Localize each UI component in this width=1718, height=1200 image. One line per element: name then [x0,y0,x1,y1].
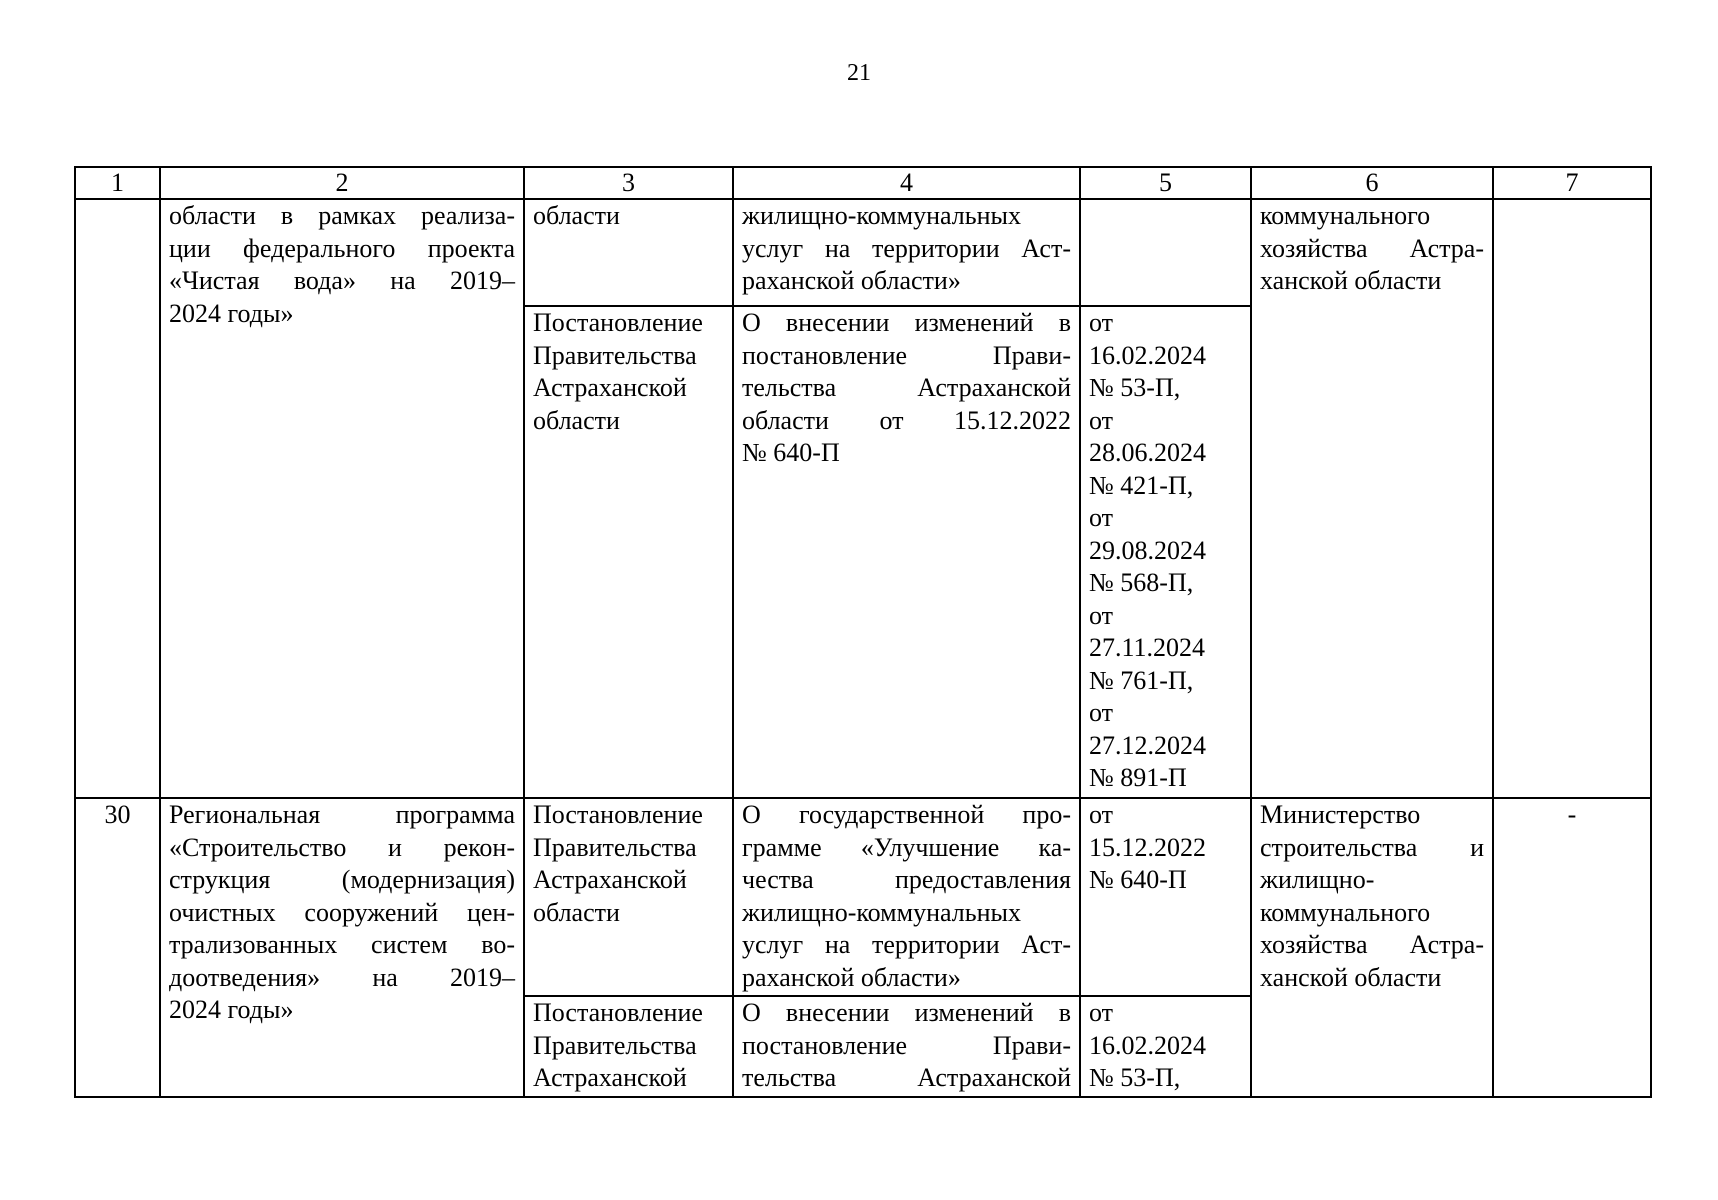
header-col-7: 7 [1493,167,1651,199]
cell-number [75,199,160,798]
table-row [75,199,1651,306]
cell-doc-title: О внесении изменений в постановление Прави- тельства Астраханской [733,996,1080,1097]
cell-doc-type: Постановление Правительства Астраханской [524,996,733,1097]
cell-doc-title: жилищно-коммунальных услуг на территории Аст- раханской области» [733,199,1080,306]
cell-doc-date: от 15.12.2022 № 640-П [1080,798,1251,996]
cell-program-name: Региональная программа «Строительство и рекон- струкция (модернизация) очистных сооружений цен- трализованных систем во- доотведения» на 2019– 2024 годы» [160,798,524,1097]
cell-doc-title: О внесении изменений в постановление Прави- тельства Астраханской области от 15.12.2022 № 640-П [733,306,1080,798]
cell-program-name: области в рамках реализа- ции федерального проекта «Чистая вода» на 2019– 2024 годы» [160,199,524,798]
header-col-1: 1 [75,167,160,199]
cell-doc-date: от 16.02.2024 № 53-П, [1080,996,1251,1097]
cell-doc-title: О государственной про- грамме «Улучшение ка- чества предоставления жилищно-коммунальных услуг на территории Аст- раханской области» [733,798,1080,996]
programs-table [74,166,1652,1098]
cell-number: 30 [75,798,160,1097]
header-col-6: 6 [1251,167,1493,199]
cell-responsible: коммунального хозяйства Астра- ханской области [1251,199,1493,798]
header-col-3: 3 [524,167,733,199]
cell-note: - [1493,798,1651,1097]
page-number: 21 [847,60,871,86]
cell-doc-type: Постановление Правительства Астраханской области [524,306,733,798]
cell-doc-date: от 16.02.2024 № 53-П, от 28.06.2024 № 421-П, от 29.08.2024 № 568-П, от 27.11.2024 № 761-П, от 27.12.2024 № 891-П [1080,306,1251,798]
cell-doc-type: области [524,199,733,306]
header-row [75,167,1651,199]
table-row [75,798,1651,996]
header-col-5: 5 [1080,167,1251,199]
header-col-2: 2 [160,167,524,199]
cell-responsible: Министерство строительства и жилищно- коммунального хозяйства Астра- ханской области [1251,798,1493,1097]
cell-note [1493,199,1651,798]
header-col-4: 4 [733,167,1080,199]
cell-doc-type: Постановление Правительства Астраханской области [524,798,733,996]
cell-doc-date [1080,199,1251,306]
